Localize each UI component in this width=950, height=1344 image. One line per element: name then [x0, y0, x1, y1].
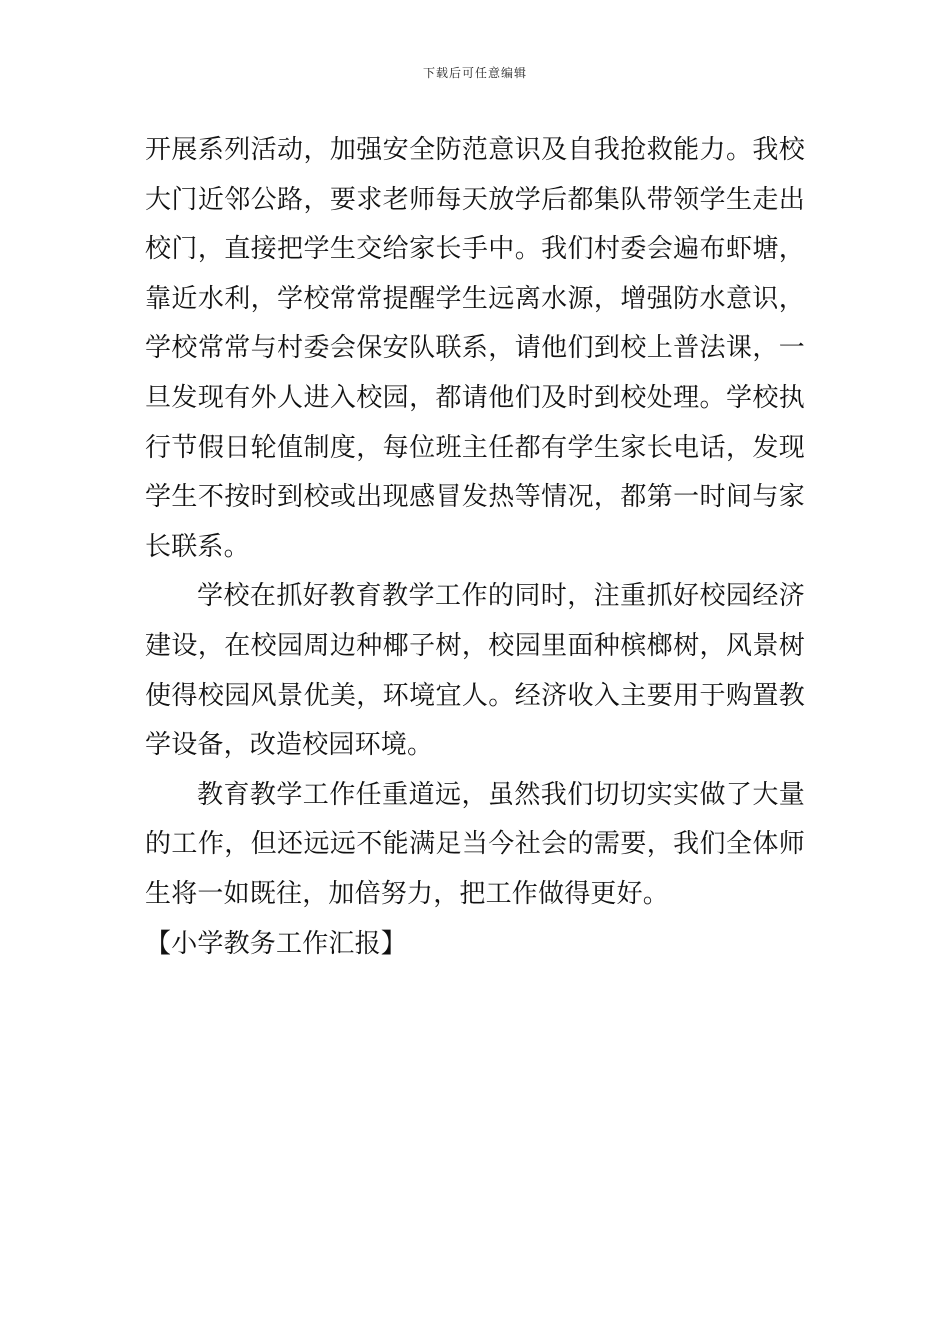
text-line: 教育教学工作任重道远，虽然我们切切实实做了大量 [197, 779, 805, 810]
text-line: 使得校园风景优美，环境宜人。经济收入主要用于购置教 [145, 680, 805, 711]
text-line: 学校在抓好教育教学工作的同时，注重抓好校园经济 [197, 581, 805, 612]
text-line: 学生不按时到校或出现感冒发热等情况，都第一时间与家 [145, 482, 805, 513]
text-line: 生将一如既往，加倍努力，把工作做得更好。 [145, 878, 670, 909]
text-line: 校门，直接把学生交给家长手中。我们村委会遍布虾塘， [145, 234, 805, 265]
page-header: 下载后可任意编辑 [422, 66, 527, 80]
text-line: 学设备，改造校园环境。 [145, 730, 434, 761]
text-line: 靠近水利，学校常常提醒学生远离水源，增强防水意识， [145, 283, 805, 314]
text-line: 开展系列活动，加强安全防范意识及自我抢救能力。我校 [145, 135, 805, 165]
text-line: 行节假日轮值制度，每位班主任都有学生家长电话，发现 [145, 432, 805, 463]
document-body [145, 126, 805, 969]
section-heading: 【小学教务工作汇报】 [145, 928, 408, 959]
text-line: 建设，在校园周边种椰子树，校园里面种槟榔树，风景树 [145, 630, 805, 661]
text-line: 大门近邻公路，要求老师每天放学后都集队带领学生走出 [145, 184, 805, 215]
text-line: 旦发现有外人进入校园，都请他们及时到校处理。学校执 [145, 382, 805, 413]
text-line: 学校常常与村委会保安队联系，请他们到校上普法课，一 [145, 333, 805, 364]
text-line: 长联系。 [145, 531, 250, 562]
text-line: 的工作，但还远远不能满足当今社会的需要，我们全体师 [145, 829, 805, 860]
